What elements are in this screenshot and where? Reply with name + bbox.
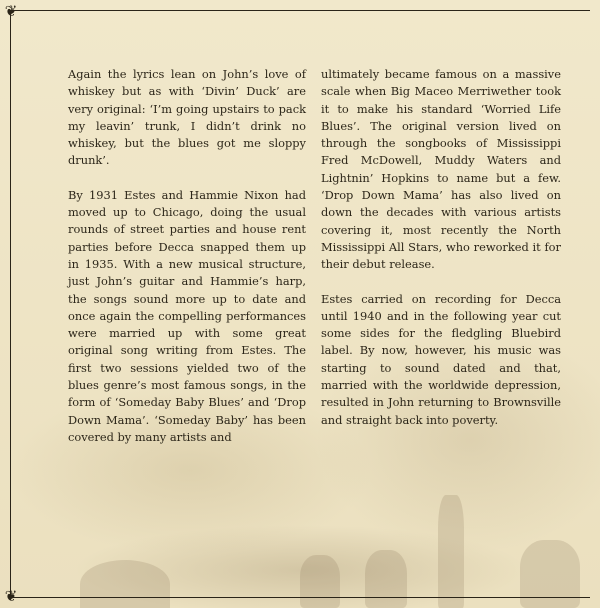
left-text-column (68, 66, 306, 463)
paragraph: Again the lyrics lean on John’s love of whiskey but as with ‘Divin’ Duck’ are very original: ‘I’m going upstairs to pack my leavin’ trunk, I didn’t drink no whiskey, but the blues got me sloppy drunk’. (68, 67, 306, 168)
paragraph: By 1931 Estes and Hammie Nixon had moved up to Chicago, doing the usual rounds of street parties and house rent parties before Decca snapped them up in 1935. With a new musical structure, just John’s guitar and Hammie’s harp, the songs sound more up to date and once again the compelling performances were married up with some great original song writing from Estes. The first two sessions yielded two of the blues genre’s most famous songs, in the form of ‘Someday Baby Blues’ and ‘Drop Down Mama’. ‘Someday Baby’ has been covered by many artists and (68, 187, 306, 444)
paragraph: ultimately became famous on a massive scale when Big Maceo Merriwether took it to make his standard ‘Worried Life Blues’. The original version lived on through the songbooks of Mississippi Fred McDowell, Muddy Waters and Lightnin’ Hopkins to name but a few. ‘Drop Down Mama’ has also lived on down the decades with various artists covering it, most recently the North Mississippi All Stars, who reworked it for their debut release. (321, 67, 561, 272)
corner-ornament-icon: ❦ (4, 2, 18, 20)
paragraph: Estes carried on recording for Decca until 1940 and in the following year cut some sides for the fledgling Bluebird label. By now, however, his music was starting to sound dated and that, married with the worldwide depression, resulted in John returning to Brownsville and straight back into poverty. (321, 291, 561, 427)
corner-ornament-icon: ❦ (4, 587, 18, 605)
right-text-column (321, 66, 561, 446)
